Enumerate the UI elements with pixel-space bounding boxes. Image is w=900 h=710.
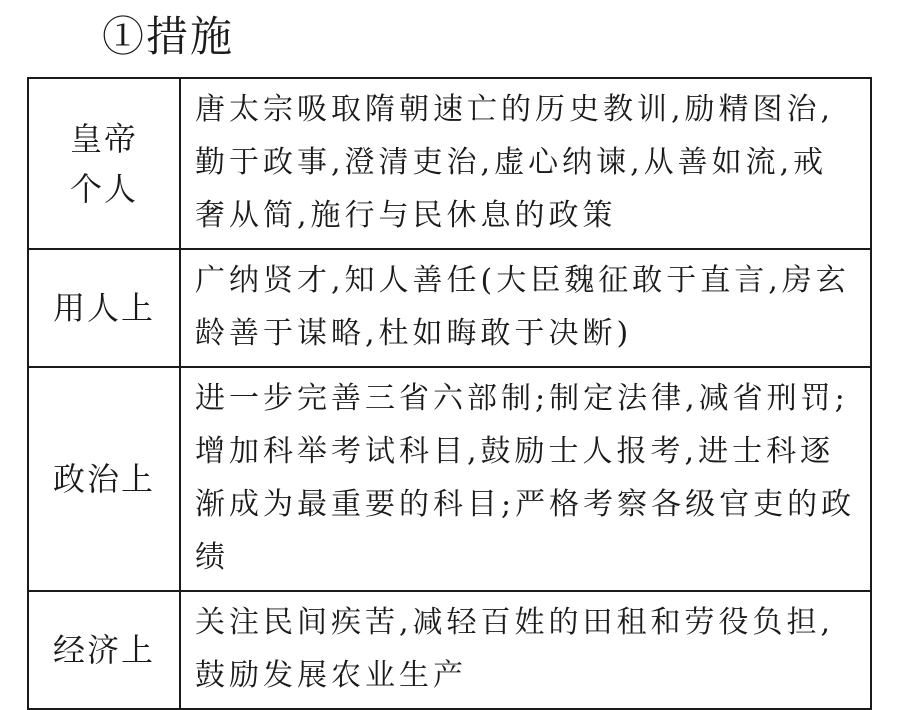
row-label: 政治上 <box>52 460 155 498</box>
row-label-cell <box>28 367 180 591</box>
row-label-cell <box>28 249 180 367</box>
row-content: 进一步完善三省六部制;制定法律,减省刑罚;增加科举考试科目,鼓励士人报考,进士科逐渐成为最重要的科目;严格考察各级官吏的政绩 <box>180 367 871 591</box>
table-row <box>28 367 871 591</box>
row-label: 经济上 <box>52 631 155 669</box>
table-row <box>28 78 871 249</box>
measures-table <box>27 77 872 710</box>
row-label: 用人上 <box>52 289 155 327</box>
row-label: 皇帝个人 <box>69 119 138 208</box>
table-row <box>28 591 871 709</box>
section-title: ①措施 <box>102 12 235 61</box>
cropped-previous-line <box>60 0 620 6</box>
row-label-cell <box>28 78 180 249</box>
row-label-cell <box>28 591 180 709</box>
row-content: 唐太宗吸取隋朝速亡的历史教训,励精图治,勤于政事,澄清吏治,虚心纳谏,从善如流,戒奢从简,施行与民休息的政策 <box>180 78 871 249</box>
row-content: 关注民间疾苦,减轻百姓的田租和劳役负担,鼓励发展农业生产 <box>180 591 871 709</box>
row-content: 广纳贤才,知人善任(大臣魏征敢于直言,房玄龄善于谋略,杜如晦敢于决断) <box>180 249 871 367</box>
table-row <box>28 249 871 367</box>
